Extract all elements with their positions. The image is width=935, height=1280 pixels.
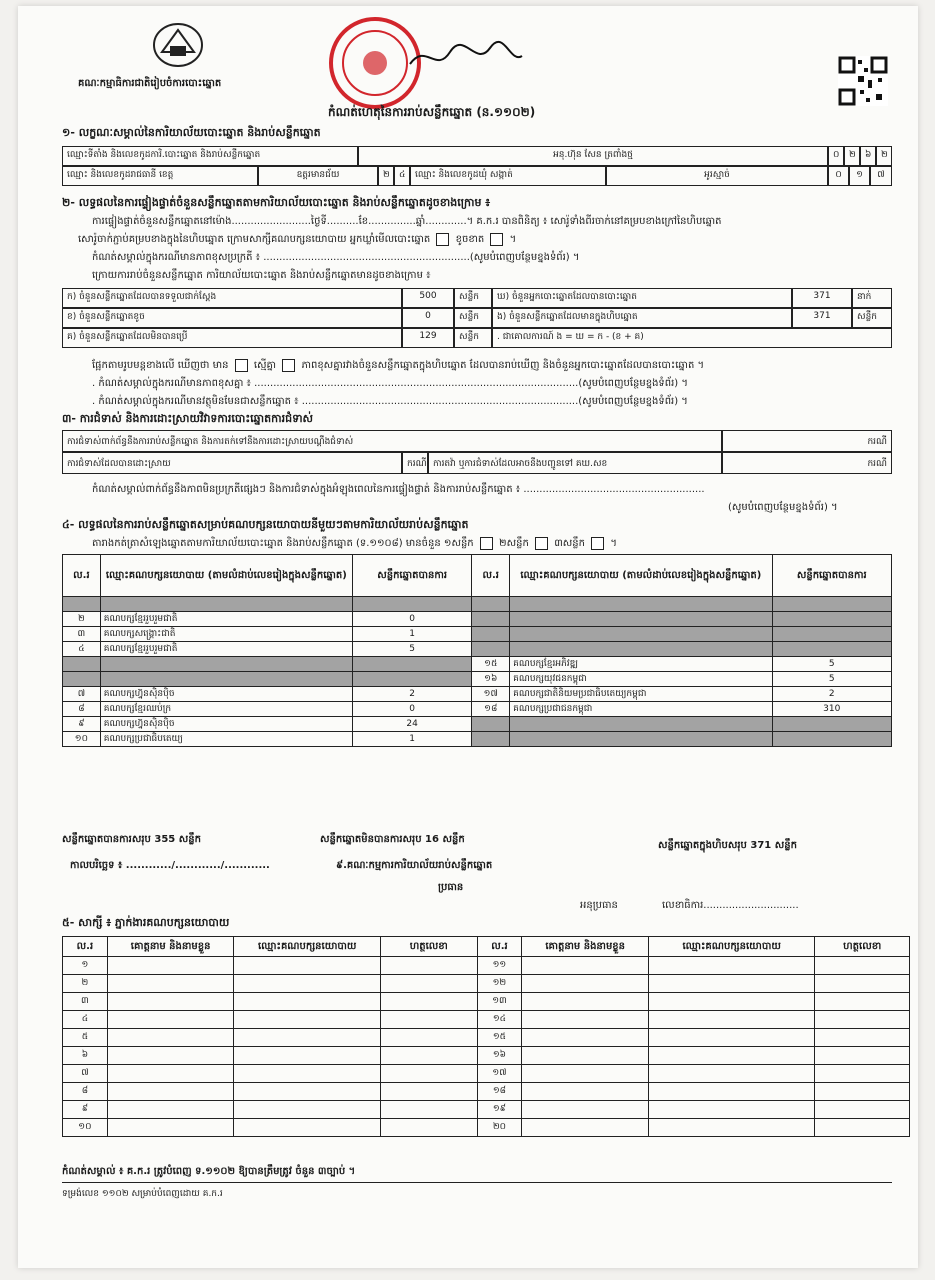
witness-name-field[interactable] xyxy=(107,1011,234,1029)
ballots-received-value: 500 xyxy=(402,288,454,308)
party-name xyxy=(510,717,772,732)
party-name: គណបក្សជាតិនិយមប្រជាធិបតេយ្យកម្ពុជា xyxy=(510,687,772,702)
witness-signature-field[interactable] xyxy=(815,975,910,993)
committee-name: គណៈកម្មាធិការជាតិរៀបចំការបោះឆ្នោត xyxy=(78,78,222,89)
commune-value: អូរស្មាច់ xyxy=(606,166,828,186)
party-votes: 0 xyxy=(352,612,471,627)
witness-signature-field[interactable] xyxy=(815,1047,910,1065)
polling-station-value: អនុ.ហ៊ុន សែន ត្រពាំងថ្ម xyxy=(358,146,828,166)
witness-signature-field[interactable] xyxy=(381,1029,478,1047)
witness-party-field[interactable] xyxy=(648,1029,814,1047)
witness-name-field[interactable] xyxy=(107,1083,234,1101)
party-number: ១៨ xyxy=(472,702,510,717)
valid-votes-total: 355 xyxy=(154,834,176,845)
witness-signature-field[interactable] xyxy=(381,1083,478,1101)
party-name xyxy=(510,642,772,657)
witness-row xyxy=(63,975,910,993)
witness-name-field[interactable] xyxy=(522,975,649,993)
witness-party-field[interactable] xyxy=(648,957,814,975)
party-votes: 1 xyxy=(352,627,471,642)
witness-row xyxy=(63,1011,910,1029)
witness-party-field[interactable] xyxy=(234,1119,381,1137)
witness-name-field[interactable] xyxy=(107,1101,234,1119)
witness-number: ១៨ xyxy=(477,1083,522,1101)
witness-name-field[interactable] xyxy=(107,993,234,1011)
witness-number: ១៤ xyxy=(477,1011,522,1029)
party-number: ១០ xyxy=(63,732,101,747)
party-name: គណបក្សហ្វ៊ុនស៊ិនប៉ិច xyxy=(100,717,352,732)
witness-name-field[interactable] xyxy=(107,975,234,993)
party-votes xyxy=(772,627,892,642)
party-votes: 0 xyxy=(352,702,471,717)
witness-party-field[interactable] xyxy=(234,1011,381,1029)
party-row xyxy=(63,687,892,702)
party-number xyxy=(472,717,510,732)
party-votes: 310 xyxy=(772,702,892,717)
witness-number: ១៧ xyxy=(477,1065,522,1083)
party-row xyxy=(63,597,892,612)
ballots-spoiled-value: 0 xyxy=(402,308,454,328)
witness-row xyxy=(63,1083,910,1101)
witness-number: ២ xyxy=(63,975,108,993)
signature-icon xyxy=(406,38,526,78)
party-votes: 5 xyxy=(772,672,892,687)
witness-signature-field[interactable] xyxy=(815,957,910,975)
witness-number: ២០ xyxy=(477,1119,522,1137)
party-results-table: ល.រ ឈ្មោះគណបក្សនយោបាយ (តាមលំដាប់លេខរៀងក្នុងសន្លឹកឆ្នោត) សន្លឹកឆ្នោតបានការ ល.រ ឈ្មោះគណបក្សនយោបាយ (តាមលំដាប់លេខរៀងក្នុងសន្លឹកឆ្នោត) សន្លឹកឆ្នោតបានការ ២ គណបក្សខ្មែររួបរួមជាតិ 0 ៣ គណបក្សសង្គ្រោះជាតិ 1 ៤ គណបក្សខ្មែររួបរួមជាតិ 5 ១៥ គណបក្សខ្មែរអភិវឌ្ឍ 5 ១៦ គណបក្សយុវជនកម្ពុជា 5 ៧ គណបក្សហ្វ៊ុនស៊ិនប៉ិច 2 ១៧ គណបក្សជាតិនិយមប្រជាធិបតេយ្យកម្ពុជា 2 ៨ គណបក្សខ្មែរឈប់ក្រ 0 ១៨ គណបក្សប្រជាជនកម្ពុជា 310 ៩ គណបក្សហ្វ៊ុនស៊ិនប៉ិច 24 ១០ គណបក្សប្រជាធិបតេយ្យ 1 xyxy=(62,554,892,747)
witness-number: ១២ xyxy=(477,975,522,993)
checkbox-broken[interactable] xyxy=(490,233,503,246)
witness-row xyxy=(63,957,910,975)
witness-party-field[interactable] xyxy=(234,993,381,1011)
witness-number: ៦ xyxy=(63,1047,108,1065)
witness-party-field[interactable] xyxy=(234,957,381,975)
witness-name-field[interactable] xyxy=(522,957,649,975)
witness-number: ១៣ xyxy=(477,993,522,1011)
witness-signature-field[interactable] xyxy=(381,1011,478,1029)
party-votes: 5 xyxy=(352,642,471,657)
witness-signature-field[interactable] xyxy=(381,1047,478,1065)
party-number xyxy=(472,627,510,642)
party-votes: 5 xyxy=(772,657,892,672)
party-name: គណបក្សខ្មែររួបរួមជាតិ xyxy=(100,642,352,657)
party-votes xyxy=(772,612,892,627)
ballot-form-page: គណៈកម្មាធិការជាតិរៀបចំការបោះឆ្នោត កំណត់ហេតុនៃការរាប់សន្លឹកឆ្នោត (ន.១១០២) ១- លក្ខណៈសម្គាល់នៃការិយាល័យបោះឆ្នោត និងរាប់សន្លឹកឆ្នោត ឈ្មោះទីតាំង និងលេខកូដការិ.បោះឆ្នោត និងរាប់សន្លឹកឆ្នោត អនុ.ហ៊ុន សែន ត្រពាំងថ្ម ០ ២ ៦ ២ ឈ្មោះ និងលេខកូដរាជធានី ខេត្ត ឧត្តរមានជ័យ ២ ៤ ឈ្មោះ និងលេខកូដឃុំ សង្កាត់ អូរស្មាច់ ០ ១ ៧ ២- លទ្ធផលនៃការផ្ទៀងផ្ទាត់ចំនួនសន្លឹកឆ្នោតតាមការិយាល័យបោះឆ្នោត និងរាប់សន្លឹកឆ្នោតដូចខាងក្រោម ៖ ការផ្ទៀងផ្ទាត់ចំនួនសន្លឹកឆ្នោតនៅម៉ោង.........................ថ្ងៃទី..........ខែ...............ឆ្នាំ.............។ គ.ក.រ បានពិនិត្យ ៖ សោរ៉ូទាំងពីរចាក់នៅគម្របខាងក្រៅនៃហិបឆ្នោត សោរ៉ូចាក់ភ្ជាប់គម្របខាងក្នុងនៃហិបឆ្នោត ក្រោមសាក្សីគណបក្សនយោបាយ អ្នកឃ្លាំមើលបោះឆ្នោត ខូចខាត ។ កំណត់សម្គាល់ក្នុងករណីមានភាពខុសប្រក្រតី ៖ .................................................................(សូមបំពេញបន្ថែមខ្នងទំព័រ) ។ ក្រោយការរាប់ចំនួនសន្លឹកឆ្នោត ការិយាល័យបោះឆ្នោត និងរាប់សន្លឹកឆ្នោតមានដូចខាងក្រោម ៖ ក) ចំនួនសន្លឹកឆ្នោតដែលបានទទួលជាក់ស្តែង 500 សន្លឹក ឃ) ចំនួនអ្នកបោះឆ្នោតដែលបានបោះឆ្នោត 371 នាក់ ខ) ចំនួនសន្លឹកឆ្នោតខូច 0 សន្លឹក ង) ចំនួនសន្លឹកឆ្នោតដែលមានក្នុងហិបឆ្នោត 371 សន្លឹក គ) ចំនួនសន្លឹកឆ្នោតដែលមិនបានប្រើ 129 សន្លឹក . ជាគោលការណ៍ ង = ឃ = ក - (ខ + គ) ផ្អែកតាមរូបមន្តខាងលើ ឃើញថា មាន ស្មើគ្នា ភាពខុសគ្នារវាងចំនួនសន្លឹកឆ្នោតក្នុងហិបឆ្នោត ដែលបានរាប់ឃើញ និងចំនួនអ្នកបោះឆ្នោតដែលបានបោះឆ្នោត ។ . កំណត់សម្គាល់ក្នុងករណីមានភាពខុសគ្នា ៖ ......................................................................................................(សូមបំពេញបន្ថែមខ្នងទំព័រ) ។ . កំណត់សម្គាល់ក្នុងករណីមានវត្ថុមិនមែនជាសន្លឹកឆ្នោត ៖ .......................................................................................(សូមបំពេញបន្ថែមខ្នងទំព័រ) ។ ៣- ការជំទាស់ និងការដោះស្រាយវិវាទការបោះឆ្នោតការជំទាស់ ការជំទាស់ពាក់ព័ន្ធនឹងការរាប់សន្លឹកឆ្នោត និងការតក់ទៅនឹងការដោះស្រាយបណ្តឹងជំទាស់ ករណី ការជំទាស់ដែលបានដោះស្រាយ ករណី ការតវ៉ា ឬការជំទាស់ដែលអាចនឹងបញ្ជូនទៅ គឃ.សខ ករណី កំណត់សម្គាល់ពាក់ព័ន្ធនឹងភាពមិនប្រក្រតីផ្សេងៗ និងការជំទាស់ក្នុងអំឡុងពេលនៃការផ្ទៀងផ្ទាត់ និងការរាប់សន្លឹកឆ្នោត ៖ ......................................................... (សូមបំពេញបន្ថែមខ្នងទំព័រ) ។ ៤- លទ្ធផលនៃការរាប់សន្លឹកឆ្នោតសម្រាប់គណបក្សនយោបាយនីមួយៗតាមការិយាល័យរាប់សន្លឹកឆ្នោត តារាងកត់ត្រាសំឡេងឆ្នោតតាមការិយាល័យបោះឆ្នោត និងរាប់សន្លឹកឆ្នោត (ទ.១១០៨) មានចំនួន ១សន្លឹក ២សន្លឹក ៣សន្លឹក ។ ល.រ ឈ្មោះគណបក្សនយោបាយ (តាមលំដាប់លេខរៀងក្នុងសន្លឹកឆ្នោត) សន្លឹកឆ្នោតបានការ ល.រ ឈ្មោះគណបក្សនយោបាយ (តាមលំដាប់លេខរៀងក្នុងសន្លឹកឆ្នោត) សន្លឹកឆ្នោតបានការ ២ គណបក្សខ្មែររួបរួមជាតិ 0 ៣ គណបក្សសង្គ្រោះជាតិ 1 ៤ គណបក្សខ្មែររួបរួមជាតិ 5 ១៥ គណបក្សខ្មែរអភិវឌ្ឍ 5 ១៦ គណបក្សយុវជនកម្ពុជា 5 ៧ គណបក្សហ្វ៊ុនស៊ិនប៉ិច 2 ១៧ គណបក្សជាតិនិយមប្រជាធិបតេយ្យកម្ពុជា 2 ៨ គណបក្សខ្មែរឈប់ក្រ 0 ១៨ គណបក្សប្រជាជនកម្ពុជា 310 ៩ គណបក្សហ្វ៊ុនស៊ិនប៉ិច 24 ១០ គណបក្សប្រជាធិបតេយ្យ 1 សន្លឹកឆ្នោតបានការសរុប 355 សន្លឹក សន្លឹកឆ្នោតមិនបានការសរុប 16 សន្លឹក សន្លឹកឆ្នោតក្នុងហិបសរុប 371 សន្លឹក កាលបរិច្ឆេទ ៖ ............/............/............ ៩.គណៈកម្មការការិយាល័យរាប់សន្លឹកឆ្នោត ប្រធាន អនុប្រធាន លេខាធិការ.............................. ៥- សាក្សី ៖ ភ្នាក់ងារគណបក្សនយោបាយ ល.រ គោត្តនាម និងនាមខ្លួន ឈ្មោះគណបក្សនយោបាយ ហត្ថលេខា ល.រ គោត្តនាម និងនាមខ្លួន ឈ្មោះគណបក្សនយោបាយ ហត្ថលេខា ១ ១១ ២ ១២ ៣ ១៣ ៤ ១៤ ៥ ១៥ ៦ ១៦ ៧ ១៧ ៨ ១៨ ៩ ១៩ ១០ ២០ កំណត់សម្គាល់ ៖ គ.ក.រ ត្រូវបំពេញ ទ.១១០២ ឱ្យបានត្រឹមត្រូវ ចំនួន ៣ច្បាប់ ។ ទម្រង់លេខ ១១០២ សម្រាប់បំពេញដោយ គ.ក.រ xyxy=(18,6,918,1268)
witness-party-field[interactable] xyxy=(234,1047,381,1065)
witness-signature-field[interactable] xyxy=(381,975,478,993)
party-name xyxy=(100,597,352,612)
witness-party-field[interactable] xyxy=(648,1119,814,1137)
party-row xyxy=(63,642,892,657)
witness-number: ៩ xyxy=(63,1101,108,1119)
witness-table: ល.រ គោត្តនាម និងនាមខ្លួន ឈ្មោះគណបក្សនយោបាយ ហត្ថលេខា ល.រ គោត្តនាម និងនាមខ្លួន ឈ្មោះគណបក្សនយោបាយ ហត្ថលេខា ១ ១១ ២ ១២ ៣ ១៣ ៤ ១៤ ៥ ១៥ ៦ ១៦ ៧ ១៧ ៨ ១៨ ៩ ១៩ ១០ ២០ xyxy=(62,936,910,1137)
party-name: គណបក្សខ្មែររួបរួមជាតិ xyxy=(100,612,352,627)
party-votes: 1 xyxy=(352,732,471,747)
witness-name-field[interactable] xyxy=(522,1119,649,1137)
commission-signature-heading: ៩.គណៈកម្មការការិយាល័យរាប់សន្លឹកឆ្នោត xyxy=(336,860,493,871)
party-votes xyxy=(772,717,892,732)
party-number: ៣ xyxy=(63,627,101,642)
witness-number: ១១ xyxy=(477,957,522,975)
witness-name-field[interactable] xyxy=(522,1083,649,1101)
section-4-heading: ៤- លទ្ធផលនៃការរាប់សន្លឹកឆ្នោតសម្រាប់គណបក្សនយោបាយនីមួយៗតាមការិយាល័យរាប់សន្លឹកឆ្នោត xyxy=(62,518,469,531)
party-row xyxy=(63,717,892,732)
party-name xyxy=(510,627,772,642)
qr-code-icon xyxy=(838,56,888,106)
witness-party-field[interactable] xyxy=(648,1011,814,1029)
witness-number: ១៥ xyxy=(477,1029,522,1047)
witness-signature-field[interactable] xyxy=(815,1119,910,1137)
party-name: គណបក្សយុវជនកម្ពុជា xyxy=(510,672,772,687)
witness-party-field[interactable] xyxy=(234,1029,381,1047)
party-row xyxy=(63,702,892,717)
checkbox-intact[interactable] xyxy=(436,233,449,246)
witness-row xyxy=(63,1065,910,1083)
witness-row xyxy=(63,1101,910,1119)
party-name: គណបក្សខ្មែរអភិវឌ្ឍ xyxy=(510,657,772,672)
witness-signature-field[interactable] xyxy=(381,957,478,975)
party-row xyxy=(63,627,892,642)
witness-number: ១៦ xyxy=(477,1047,522,1065)
footer-code: ទម្រង់លេខ ១១០២ សម្រាប់បំពេញដោយ គ.ក.រ xyxy=(62,1189,223,1199)
section-2-heading: ២- លទ្ធផលនៃការផ្ទៀងផ្ទាត់ចំនួនសន្លឹកឆ្នោតតាមការិយាល័យបោះឆ្នោត និងរាប់សន្លឹកឆ្នោតដូចខាងក្រោម ៖ xyxy=(62,196,491,209)
party-name: គណបក្សហ្វ៊ុនស៊ិនប៉ិច xyxy=(100,687,352,702)
checkbox-sheets-3[interactable] xyxy=(591,537,604,550)
party-number xyxy=(63,597,101,612)
witness-name-field[interactable] xyxy=(522,1101,649,1119)
party-number xyxy=(63,672,101,687)
footer-note: កំណត់សម្គាល់ ៖ គ.ក.រ ត្រូវបំពេញ ទ.១១០២ ឱ្យបានត្រឹមត្រូវ ចំនួន ៣ច្បាប់ ។ xyxy=(62,1166,356,1177)
witness-number: ៨ xyxy=(63,1083,108,1101)
witness-signature-field[interactable] xyxy=(815,1101,910,1119)
witness-party-field[interactable] xyxy=(234,1083,381,1101)
party-number xyxy=(472,612,510,627)
witness-party-field[interactable] xyxy=(648,1065,814,1083)
party-name: គណបក្សប្រជាជនកម្ពុជា xyxy=(510,702,772,717)
witness-signature-field[interactable] xyxy=(381,1101,478,1119)
party-votes: 2 xyxy=(772,687,892,702)
party-votes xyxy=(352,657,471,672)
voters-value: 371 xyxy=(792,288,852,308)
witness-number: ១០ xyxy=(63,1119,108,1137)
section-5-heading: ៥- សាក្សី ៖ ភ្នាក់ងារគណបក្សនយោបាយ xyxy=(62,916,230,929)
witness-name-field[interactable] xyxy=(522,993,649,1011)
checkbox-sheets-1[interactable] xyxy=(480,537,493,550)
invalid-votes-total: 16 xyxy=(425,834,439,845)
nec-emblem-icon xyxy=(150,20,206,70)
party-name: គណបក្សខ្មែរឈប់ក្រ xyxy=(100,702,352,717)
witness-signature-field[interactable] xyxy=(381,1119,478,1137)
party-row xyxy=(63,672,892,687)
witness-party-field[interactable] xyxy=(648,1083,814,1101)
party-number: ៩ xyxy=(63,717,101,732)
party-row xyxy=(63,612,892,627)
party-row xyxy=(63,732,892,747)
party-number xyxy=(472,597,510,612)
witness-party-field[interactable] xyxy=(648,1101,814,1119)
witness-party-field[interactable] xyxy=(234,1101,381,1119)
witness-name-field[interactable] xyxy=(107,1065,234,1083)
party-number: ៤ xyxy=(63,642,101,657)
witness-name-field[interactable] xyxy=(522,1047,649,1065)
party-name: គណបក្សសង្គ្រោះជាតិ xyxy=(100,627,352,642)
witness-party-field[interactable] xyxy=(234,975,381,993)
witness-number: ៥ xyxy=(63,1029,108,1047)
party-row xyxy=(63,657,892,672)
witness-signature-field[interactable] xyxy=(815,993,910,1011)
witness-name-field[interactable] xyxy=(107,1029,234,1047)
party-name xyxy=(100,657,352,672)
witness-party-field[interactable] xyxy=(648,975,814,993)
party-votes: 2 xyxy=(352,687,471,702)
witness-name-field[interactable] xyxy=(522,1065,649,1083)
witness-signature-field[interactable] xyxy=(815,1011,910,1029)
checkbox-none[interactable] xyxy=(235,359,248,372)
party-name xyxy=(100,672,352,687)
witness-party-field[interactable] xyxy=(234,1065,381,1083)
witness-signature-field[interactable] xyxy=(381,1065,478,1083)
party-number: ១៥ xyxy=(472,657,510,672)
witness-row xyxy=(63,993,910,1011)
party-votes: 24 xyxy=(352,717,471,732)
witness-row xyxy=(63,1047,910,1065)
witness-party-field[interactable] xyxy=(648,1047,814,1065)
witness-row xyxy=(63,1119,910,1137)
witness-number: ៧ xyxy=(63,1065,108,1083)
ballots-in-box-value: 371 xyxy=(792,308,852,328)
witness-name-field[interactable] xyxy=(522,1011,649,1029)
section-3-heading: ៣- ការជំទាស់ និងការដោះស្រាយវិវាទការបោះឆ្នោតការជំទាស់ xyxy=(62,412,314,425)
witness-signature-field[interactable] xyxy=(815,1029,910,1047)
witness-number: ៤ xyxy=(63,1011,108,1029)
party-name xyxy=(510,612,772,627)
witness-row xyxy=(63,1029,910,1047)
section-1-heading: ១- លក្ខណៈសម្គាល់នៃការិយាល័យបោះឆ្នោត និងរាប់សន្លឹកឆ្នោត xyxy=(62,126,321,139)
polling-station-label: ឈ្មោះទីតាំង និងលេខកូដការិ.បោះឆ្នោត និងរាប់សន្លឹកឆ្នោត xyxy=(62,146,358,166)
party-votes xyxy=(772,597,892,612)
form-title: កំណត់ហេតុនៃការរាប់សន្លឹកឆ្នោត (ន.១១០២) xyxy=(328,105,536,119)
witness-name-field[interactable] xyxy=(107,1119,234,1137)
party-number xyxy=(472,642,510,657)
witness-number: ១ xyxy=(63,957,108,975)
party-votes xyxy=(352,597,471,612)
date-line: កាលបរិច្ឆេទ ៖ ............/............/............ xyxy=(70,860,270,871)
party-number xyxy=(472,732,510,747)
witness-signature-field[interactable] xyxy=(815,1083,910,1101)
witness-number: ៣ xyxy=(63,993,108,1011)
party-number: ១៦ xyxy=(472,672,510,687)
party-name: គណបក្សប្រជាធិបតេយ្យ xyxy=(100,732,352,747)
witness-signature-field[interactable] xyxy=(381,993,478,1011)
witness-signature-field[interactable] xyxy=(815,1065,910,1083)
party-number xyxy=(63,657,101,672)
party-votes xyxy=(352,672,471,687)
checkbox-sheets-2[interactable] xyxy=(535,537,548,550)
ballots-unused-value: 129 xyxy=(402,328,454,348)
party-name xyxy=(510,597,772,612)
party-number: ១៧ xyxy=(472,687,510,702)
party-number: ៨ xyxy=(63,702,101,717)
party-name xyxy=(510,732,772,747)
footer-divider xyxy=(62,1182,892,1183)
witness-name-field[interactable] xyxy=(107,957,234,975)
party-number: ៧ xyxy=(63,687,101,702)
province-value: ឧត្តរមានជ័យ xyxy=(258,166,378,186)
witness-name-field[interactable] xyxy=(522,1029,649,1047)
party-votes xyxy=(772,642,892,657)
witness-name-field[interactable] xyxy=(107,1047,234,1065)
votes-in-box-total: 371 xyxy=(750,840,772,851)
party-number: ២ xyxy=(63,612,101,627)
witness-party-field[interactable] xyxy=(648,993,814,1011)
witness-number: ១៩ xyxy=(477,1101,522,1119)
checkbox-discrepancy[interactable] xyxy=(282,359,295,372)
party-votes xyxy=(772,732,892,747)
